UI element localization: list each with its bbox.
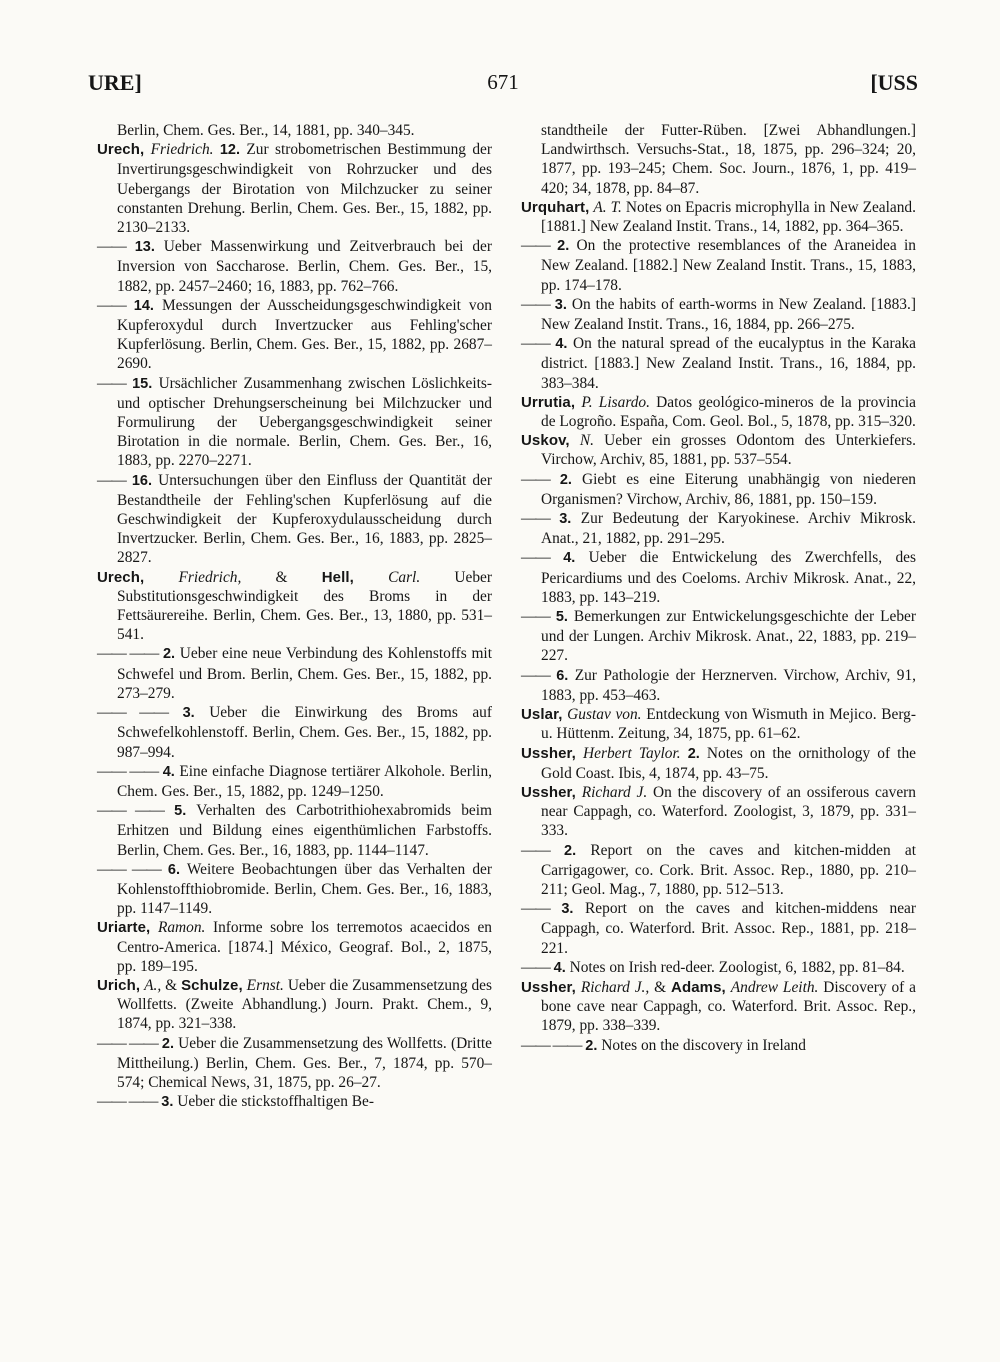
entry-text: Notes on the discovery in Ireland xyxy=(597,1036,806,1054)
entry-text: Verhalten des Carbotrithiohexabromids beim Erhitzen und Bildung eines eigenthümlichen Farbstoffs. Berlin, Chem. Ges. Ber., 16, 1883, pp. 1144–1147. xyxy=(117,802,492,859)
entry-number: 4. xyxy=(555,336,568,353)
author-surname: Urech, xyxy=(97,141,145,159)
entry-number: 2. xyxy=(559,471,572,488)
author-given-name: Ramon. xyxy=(157,919,206,937)
author-joiner: & xyxy=(241,568,322,586)
entry-number: 5. xyxy=(555,609,568,626)
entry-number: 3. xyxy=(182,705,195,722)
entry-text: Zur strobometrischen Bestimmung der Invertirungsgeschwindigkeit von Rohrzucker und des Uebergangs der Birotation von Milchzucker zu seiner constanten Drehung. Berlin, Chem. Ges. Ber., 15, 1882, pp. 2130–2133. xyxy=(117,141,492,237)
entry-text: Informe sobre los terremotos acaecidos en Centro-America. [1874.] México, Geograf. Bol., 2, 1875, pp. 189–195. xyxy=(117,919,492,975)
header-left: URE] xyxy=(88,70,142,95)
entry-text: Zur Pathologie der Herznerven. Virchow, Archiv, 91, 1883, pp. 453–463. xyxy=(541,666,916,704)
repeat-dash: —— xyxy=(521,841,550,859)
entry-number: 3. xyxy=(554,296,567,313)
repeat-dash: —— xyxy=(97,374,126,392)
bibliography-entry xyxy=(97,374,492,471)
repeat-dash: —— —— xyxy=(97,645,159,663)
bibliography-entry xyxy=(521,899,916,958)
entry-text: Untersuchungen über den Einfluss der Quantität der Bestandtheile der Fehling'schen Kupferlösung auf die Geschwindigkeit der Kupferoxydulausscheidung durch Invertzucker. Berlin, Chem. Ges. Ber., 16, 1883, pp. 2825–2827. xyxy=(117,471,492,567)
entry-number: 15. xyxy=(132,375,153,392)
author-surname: Urech, xyxy=(97,568,145,586)
running-head xyxy=(88,70,918,104)
coauthor-given-name: Carl. xyxy=(388,568,421,586)
entry-text: Notes on Epacris microphylla in New Zealand. [1881.] New Zealand Instit. Trans., 14, 1882, pp. 364–365. xyxy=(541,198,916,236)
entry-text: Zur Bedeutung der Karyokinese. Archiv Mikrosk. Anat., 21, 1882, pp. 291–295. xyxy=(541,510,916,548)
bibliography-entry xyxy=(97,1092,492,1112)
repeat-dash: —— xyxy=(97,296,126,314)
entry-text: Eine einfache Diagnose tertiärer Alkohole. Berlin, Chem. Ges. Ber., 15, 1882, pp. 1249–1250. xyxy=(117,762,492,800)
entry-text: Ueber Substitutionsgeschwindigkeit des Broms in der Fettsäurereihe. Berlin, Chem. Ges. Ber., 13, 1880, pp. 531–541. xyxy=(117,568,492,644)
author-surname: Urquhart, xyxy=(521,198,590,216)
bibliography-entry xyxy=(97,918,492,976)
entry-number: 3. xyxy=(161,1094,174,1111)
author-given-name: Richard J., xyxy=(580,978,650,996)
entry-number: 4. xyxy=(162,763,175,780)
bibliography-entry xyxy=(521,470,916,509)
author-given-name: A., xyxy=(144,976,162,994)
bibliography-entry xyxy=(97,1034,492,1093)
author-given-name: Richard J. xyxy=(581,783,648,801)
entry-number: 2. xyxy=(687,745,700,762)
coauthor-surname: Hell, xyxy=(321,568,354,586)
repeat-dash: —— xyxy=(521,666,550,684)
repeat-dash: —— xyxy=(521,900,550,918)
page-number: 671 xyxy=(487,70,519,94)
entry-number: 2. xyxy=(161,1035,174,1052)
author-surname: Ussher, xyxy=(521,783,576,801)
bibliography-entry xyxy=(97,644,492,703)
entry-text: Ursächlicher Zusammenhang zwischen Löslichkeits- und optischer Drehungserscheinung bei Milchzucker und Formulirung der Uebergangsgeschwindigkeit seiner Birotation in die normale. Berlin, Chem. Ges. Ber., 16, 1883, pp. 2270–2271. xyxy=(117,374,493,470)
repeat-dash: —— —— xyxy=(97,762,159,780)
entry-text: Notes on the ornithology of the Gold Coast. Ibis, 4, 1874, pp. 43–75. xyxy=(541,744,916,782)
author-given-name: Friedrich. xyxy=(150,141,214,159)
entry-text: On the protective resemblances of the Araneidea in New Zealand. [1882.] New Zealand Instit. Trans., 15, 1883, pp. 174–178. xyxy=(541,237,916,294)
author-surname: Uskov, xyxy=(521,432,570,450)
entry-text: Discovery of a bone cave near Cappagh, co. Waterford. Brit. Assoc. Rep., 1879, pp. 338–339. xyxy=(541,978,916,1035)
repeat-dash: —— —— xyxy=(97,802,164,820)
entry-text: Report on the caves and kitchen-midden at Carrigagower, co. Cork. Brit. Assoc. Rep., 1880, pp. 210–211; Geol. Mag., 7, 1880, pp. 512–513. xyxy=(541,841,916,898)
entry-text: Messungen der Ausscheidungsgeschwindigkeit von Kupferoxydul durch Invertzucker aus Fehling'scher Kupferlösung. Berlin, Chem. Ges. Ber., 15, 1882, pp. 2687–2690. xyxy=(117,296,492,373)
entry-text: Giebt es eine Eiterung unabhängig von niederen Organismen? Virchow, Archiv, 86, 1881, pp. 150–159. xyxy=(541,470,916,508)
repeat-dash: —— —— xyxy=(97,860,161,878)
entry-number: 2. xyxy=(564,842,577,859)
bibliography-entry xyxy=(521,198,916,236)
bibliography-entry xyxy=(521,509,916,548)
entry-text: Report on the caves and kitchen-middens near Cappagh, co. Waterford. Brit. Assoc. Rep., 1881, pp. 218–221. xyxy=(541,900,916,957)
bibliography-entry xyxy=(521,236,916,295)
bibliography-entry xyxy=(521,607,916,666)
bibliography-entry xyxy=(521,393,916,431)
bibliography-entry xyxy=(97,471,492,568)
author-given-name: Gustav von. xyxy=(567,706,642,724)
entry-text: Ueber eine neue Verbindung des Kohlenstoffs mit Schwefel und Brom. Berlin, Chem. Ges. Ber., 15, 1882, pp. 273–279. xyxy=(117,645,492,702)
entry-text: Ueber ein grosses Odontom des Unterkiefers. Virchow, Archiv, 85, 1881, pp. 537–554. xyxy=(541,432,916,469)
entry-text: Ueber die stickstoffhaltigen Be- xyxy=(173,1093,374,1111)
repeat-dash: —— xyxy=(521,608,550,626)
entry-number: 14. xyxy=(133,297,154,314)
author-joiner: & xyxy=(649,978,672,996)
author-given-name: Herbert Taylor. xyxy=(583,744,681,762)
coauthor-given-name: Ernst. xyxy=(246,976,284,994)
bibliography-entry xyxy=(97,237,492,296)
author-surname: Uriarte, xyxy=(97,919,151,937)
repeat-dash: —— xyxy=(521,510,550,528)
entry-number: 2. xyxy=(162,646,176,663)
entry-text: Entdeckung von Wismuth in Mejico. Berg- u. Hüttenm. Zeitung, 34, 1875, pp. 61–62. xyxy=(541,706,916,743)
entry-text: Datos geológico-mineros de la provincia de Logroño. España, Com. Geol. Bol., 5, 1878, pp. 315–320. xyxy=(541,393,916,431)
author-given-name: A. T. xyxy=(593,198,622,216)
entry-number: 12. xyxy=(219,142,241,159)
entry-text: standtheile der Futter-Rüben. [Zwei Abhandlungen.] Landwirthsch. Versuchs-Stat., 18, 1875, pp. 296–324; 20, 1877, pp. 193–245; Chem. Soc. Journ., 1876, 1, pp. 419–420; 34, 1878, pp. 84–87. xyxy=(541,122,916,197)
bibliography-entry xyxy=(97,568,492,645)
entry-text: On the natural spread of the eucalyptus in the Karaka district. [1883.] New Zealand Instit. Trans., 16, 1884, pp. 383–384. xyxy=(541,335,916,392)
bibliography-entry xyxy=(97,762,492,801)
entry-number: 2. xyxy=(557,238,570,255)
repeat-dash: —— —— xyxy=(97,1093,158,1111)
author-given-name: P. Lisardo. xyxy=(581,393,650,411)
entry-text: Ueber die Zusammensetzung des Wollfetts. (Dritte Mittheilung.) Berlin, Chem. Ges. Ber., 7, 1874, pp. 570–574; Chemical News, 31, 1875, pp. 26–27. xyxy=(117,1034,492,1091)
repeat-dash: —— —— xyxy=(521,1036,582,1054)
bibliography-entry xyxy=(521,841,916,900)
entry-number: 3. xyxy=(559,511,572,528)
bibliography-entry xyxy=(521,666,916,705)
entry-number: 5. xyxy=(174,803,187,820)
bibliography-entry xyxy=(521,295,916,334)
bibliography-entry xyxy=(97,801,492,860)
author-given-name: N. xyxy=(579,432,594,450)
bibliography-entry xyxy=(97,140,492,237)
entry-number: 6. xyxy=(167,861,180,878)
bibliography-entry xyxy=(521,548,916,607)
bibliography-entry xyxy=(521,978,916,1036)
entry-text: Bemerkungen zur Entwickelungsgeschichte der Leber und der Lungen. Archiv Mikrosk. Anat., 22, 1883, pp. 219–227. xyxy=(541,608,916,665)
entry-number: 3. xyxy=(561,901,574,918)
entry-text: On the habits of earth-worms in New Zealand. [1883.] New Zealand Instit. Trans., 16, 1884, pp. 266–275. xyxy=(541,295,916,334)
entry-number: 2. xyxy=(585,1037,598,1054)
entry-text: Ueber die Einwirkung des Broms auf Schwefelkohlenstoff. Berlin, Chem. Ges. Ber., 15, 1882, pp. 987–994. xyxy=(117,704,492,761)
left-column xyxy=(97,121,492,1112)
coauthor-given-name: Andrew Leith. xyxy=(730,978,819,996)
bibliography-entry xyxy=(97,976,492,1034)
repeat-dash: —— xyxy=(97,471,126,489)
entry-text: Ueber die Entwickelung des Zwerchfells, des Pericardiums und des Coeloms. Archiv Mikrosk. Anat., 22, 1883, pp. 143–219. xyxy=(541,549,916,606)
entry-text: Notes on Irish red-deer. Zoologist, 6, 1882, pp. 81–84. xyxy=(565,958,905,976)
bibliography-entry xyxy=(521,705,916,743)
repeat-dash: —— xyxy=(521,470,550,488)
header-right: [USS xyxy=(870,70,918,95)
repeat-dash: —— xyxy=(521,335,550,353)
entry-number: 13. xyxy=(134,239,155,256)
continued-entry xyxy=(521,121,916,198)
bibliography-entry xyxy=(521,783,916,841)
repeat-dash: —— xyxy=(521,237,550,255)
bibliography-entry xyxy=(97,860,492,919)
entry-number: 16. xyxy=(131,472,153,489)
author-given-name: Friedrich, xyxy=(178,568,242,586)
entry-text: On the discovery of an ossiferous cavern near Cappagh, co. Waterford. Zoologist, 3, 1879, pp. 331–333. xyxy=(541,783,916,840)
entry-text: Weitere Beobachtungen über das Verhalten der Kohlenstoffthiobromide. Berlin, Chem. Ges. Ber., 16, 1883, pp. 1147–1149. xyxy=(117,860,492,918)
bibliography-entry xyxy=(521,744,916,783)
repeat-dash: —— —— xyxy=(97,704,169,722)
entry-text: Ueber Massenwirkung und Zeitverbrauch bei der Inversion von Saccharose. Berlin, Chem. Ges. Ber., 15, 1882, pp. 2457–2460; 16, 1883, pp. 762–766. xyxy=(117,238,492,295)
bibliography-entry xyxy=(521,431,916,469)
coauthor-surname: Schulze, xyxy=(181,976,243,994)
author-surname: Ussher, xyxy=(521,978,576,996)
bibliography-entry xyxy=(97,703,492,762)
author-joiner: & xyxy=(161,976,182,994)
author-surname: Uslar, xyxy=(521,706,563,724)
author-surname: Ussher, xyxy=(521,744,576,762)
entry-number: 4. xyxy=(563,550,576,567)
entry-number: 6. xyxy=(556,667,569,684)
repeat-dash: —— xyxy=(97,238,126,256)
right-column xyxy=(521,121,916,1056)
entry-text: Berlin, Chem. Ges. Ber., 14, 1881, pp. 340–345. xyxy=(117,122,415,139)
repeat-dash: —— xyxy=(521,295,550,313)
continued-entry xyxy=(97,121,492,140)
entry-number: 4. xyxy=(553,959,566,976)
repeat-dash: —— —— xyxy=(97,1034,158,1052)
author-surname: Urich, xyxy=(97,976,141,994)
repeat-dash: —— xyxy=(521,549,550,567)
bibliography-entry xyxy=(521,958,916,978)
repeat-dash: —— xyxy=(521,958,550,976)
bibliography-entry xyxy=(521,1036,916,1056)
coauthor-surname: Adams, xyxy=(671,978,726,996)
bibliography-entry xyxy=(97,296,492,374)
bibliography-entry xyxy=(521,334,916,393)
entry-text: Ueber die Zusammensetzung des Wollfetts. (Zweite Abhandlung.) Journ. Prakt. Chem., 9, 1874, pp. 321–338. xyxy=(117,976,492,1033)
author-surname: Urrutia, xyxy=(521,393,576,411)
